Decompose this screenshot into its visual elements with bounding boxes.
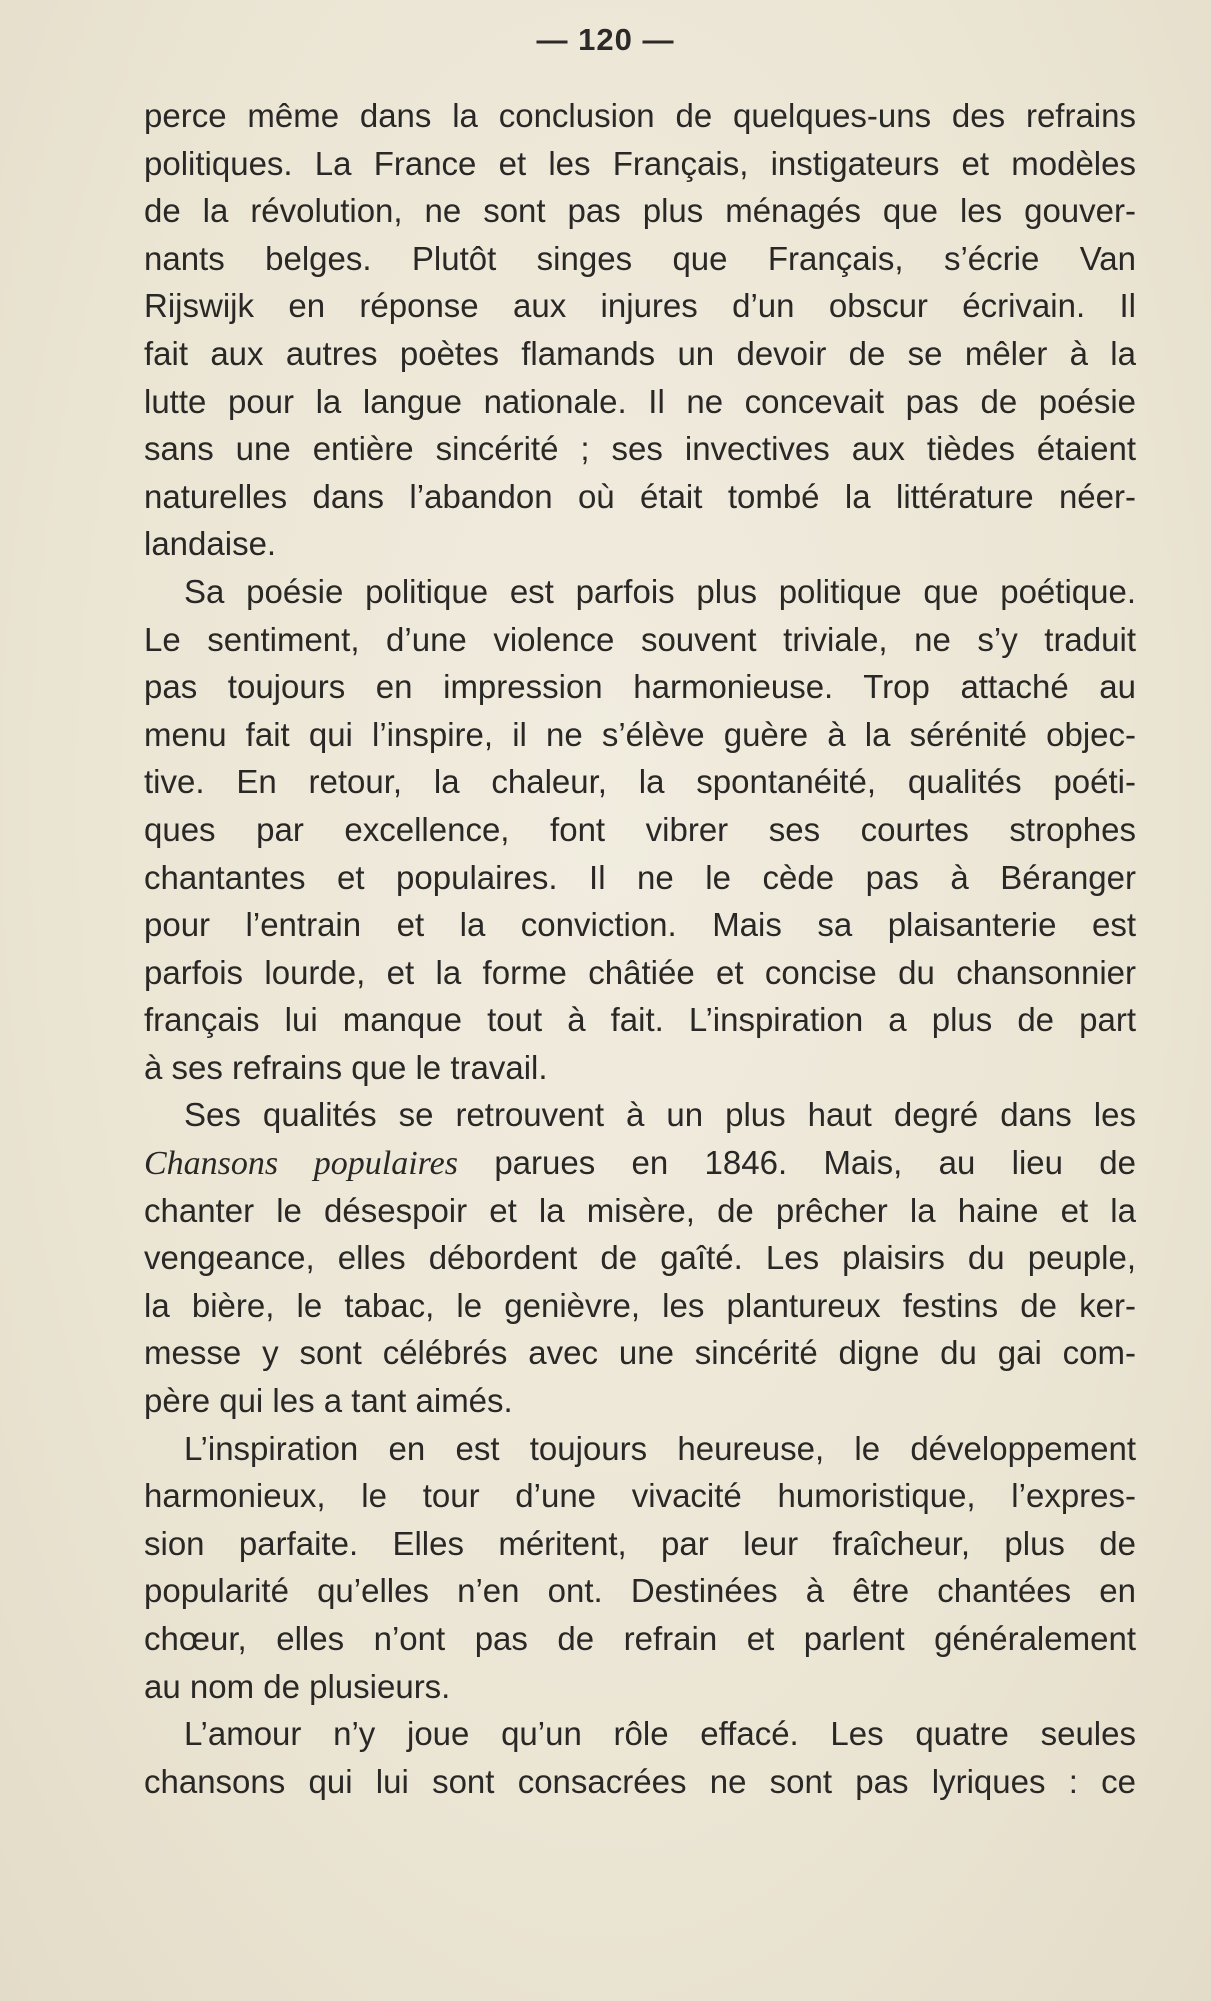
text-line: français lui manque tout à fait. L’inspiration a plus de part: [144, 1001, 1136, 1039]
text-line: tive. En retour, la chaleur, la spontanéité, qualités poéti-: [144, 763, 1136, 801]
text-line: pas toujours en impression harmonieuse. Trop attaché au: [144, 668, 1136, 706]
text-line: la bière, le tabac, le genièvre, les plantureux festins de ker-: [144, 1286, 1136, 1324]
text-line: parfois lourde, et la forme châtiée et concise du chansonnier: [144, 953, 1136, 991]
text-line: lutte pour la langue nationale. Il ne concevait pas de poésie: [144, 382, 1136, 420]
text-line: sans une entière sincérité ; ses invectives aux tièdes étaient: [144, 430, 1136, 468]
text-line: chansons qui lui sont consacrées ne sont pas lyriques : ce: [144, 1762, 1136, 1800]
text-line: chœur, elles n’ont pas de refrain et parlent généralement: [144, 1620, 1136, 1657]
text-line: père qui les a tant aimés.: [144, 1382, 513, 1420]
text-line: messe y sont célébrés avec une sincérité digne du gai com-: [144, 1334, 1136, 1372]
text-line: nants belges. Plutôt singes que Français, s’écrie Van: [144, 239, 1136, 277]
text-line: politiques. La France et les Français, instigateurs et modèles: [144, 144, 1136, 182]
text-fragment: parues en 1846. Mais, au lieu de: [494, 1144, 1137, 1182]
text-line: chanter le désespoir et la misère, de prêcher la haine et la: [144, 1191, 1136, 1229]
text-line: fait aux autres poètes flamands un devoir de se mêler à la: [144, 334, 1136, 372]
text-line: Le sentiment, d’une violence souvent triviale, ne s’y traduit: [144, 620, 1136, 658]
text-line: de la révolution, ne sont pas plus ménagés que les gouver-: [144, 192, 1136, 230]
text-line: L’amour n’y joue qu’un rôle effacé. Les quatre seules: [184, 1715, 1136, 1753]
text-line: à ses refrains que le travail.: [144, 1048, 548, 1086]
text-line: Ses qualités se retrouvent à un plus haut degré dans les: [184, 1096, 1136, 1134]
page-number: — 120 —: [536, 22, 675, 57]
text-line: perce même dans la conclusion de quelques-uns des refrains: [144, 97, 1136, 134]
text-line: vengeance, elles débordent de gaîté. Les plaisirs du peuple,: [144, 1239, 1136, 1277]
text-line: landaise.: [144, 525, 277, 563]
text-line: menu fait qui l’inspire, il ne s’élève guère à la sérénité objec-: [144, 715, 1136, 753]
text-line: harmonieux, le tour d’une vivacité humoristique, l’expres-: [144, 1477, 1136, 1515]
text-line: Sa poésie politique est parfois plus politique que poétique.: [184, 572, 1136, 610]
text-line: naturelles dans l’abandon où était tombé la littérature néer-: [144, 477, 1136, 515]
text-line: Rijswijk en réponse aux injures d’un obscur écrivain. Il: [144, 287, 1136, 325]
text-line: [144, 1139, 1136, 1187]
italic-title: Chansons populaires: [144, 1145, 458, 1183]
text-line: L’inspiration en est toujours heureuse, le développement: [184, 1429, 1136, 1467]
text-line: au nom de plusieurs.: [144, 1667, 451, 1705]
text-line: sion parfaite. Elles méritent, par leur fraîcheur, plus de: [144, 1524, 1136, 1562]
text-line: pour l’entrain et la conviction. Mais sa plaisanterie est: [144, 906, 1136, 944]
body-text: [144, 92, 1136, 1805]
text-line: popularité qu’elles n’en ont. Destinées à être chantées en: [144, 1572, 1136, 1610]
text-line: chantantes et populaires. Il ne le cède pas à Béranger: [144, 858, 1136, 896]
text-line: ques par excellence, font vibrer ses courtes strophes: [144, 810, 1136, 848]
